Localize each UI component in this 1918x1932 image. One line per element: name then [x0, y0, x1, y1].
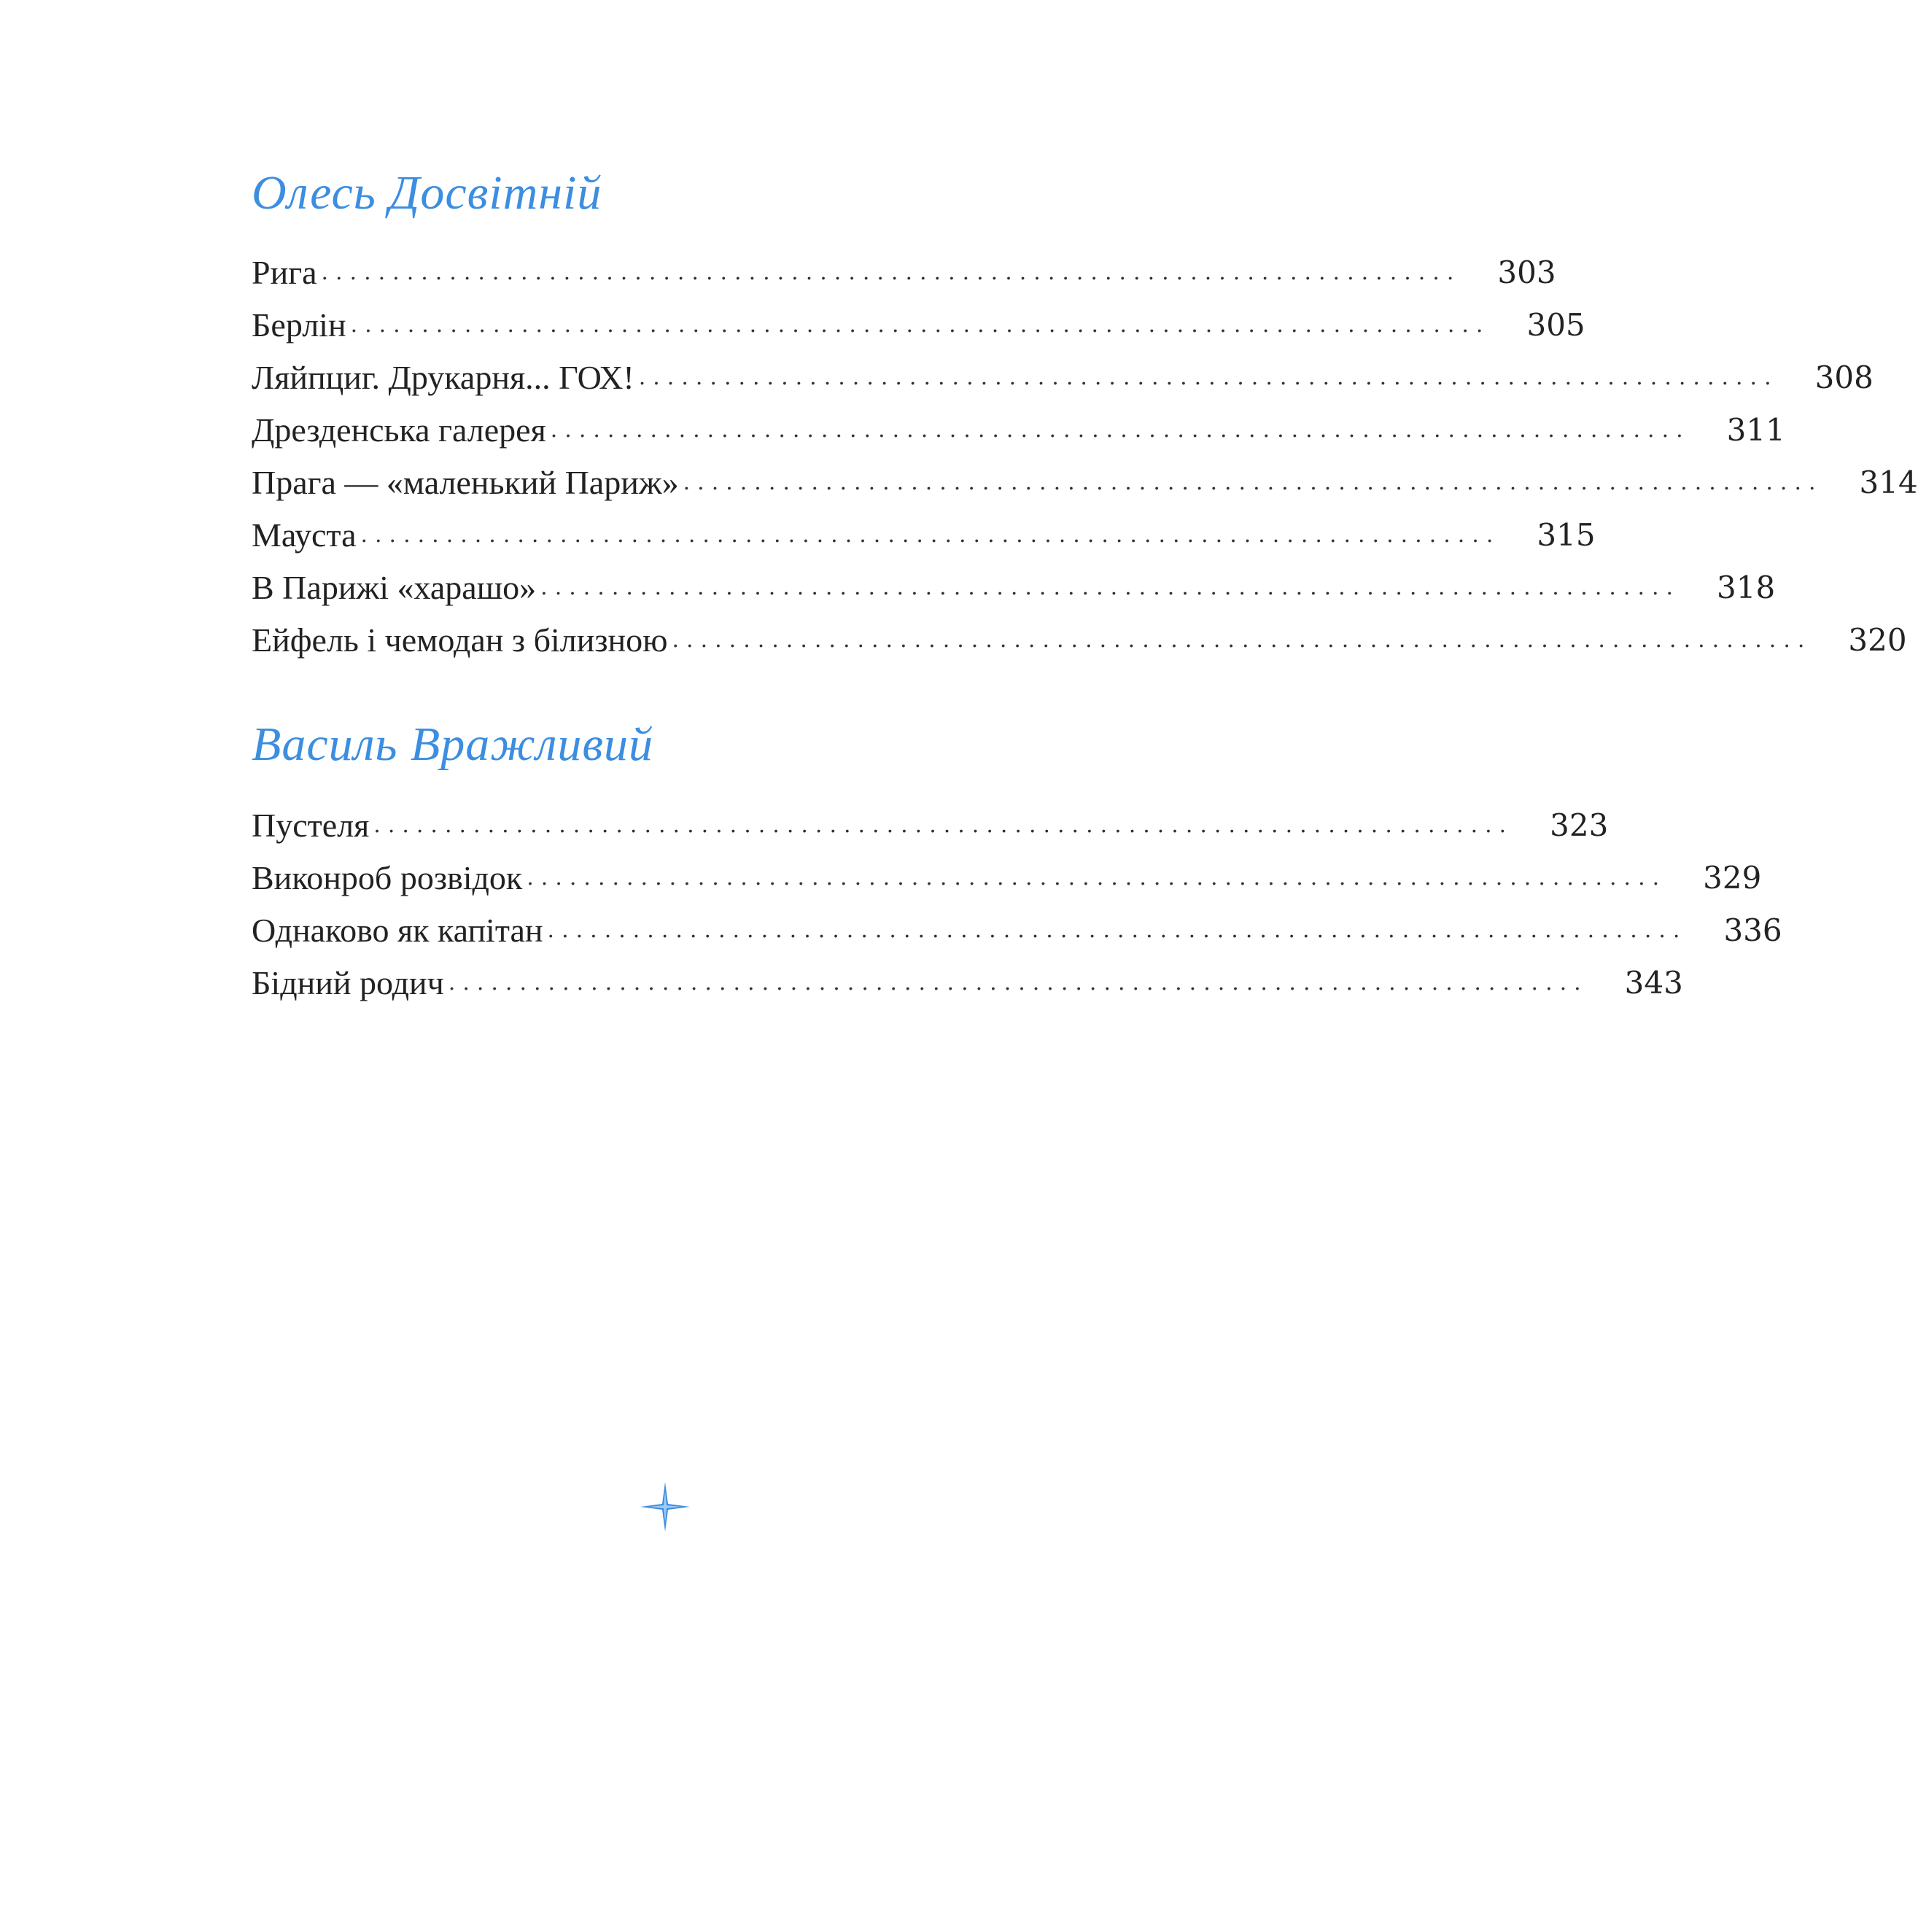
toc-entry-title: Бідний родич — [252, 964, 444, 1001]
toc-entry-title: Ляйпциг. Друкарня... ГОХ! — [252, 359, 634, 396]
toc-entry-title: Виконроб розвідок — [252, 859, 523, 896]
toc-entry-title: Прага — «маленький Париж» — [252, 464, 679, 501]
toc-entry-page: 329 — [1703, 860, 1762, 896]
toc-entry[interactable] — [252, 251, 1556, 295]
toc-entry[interactable] — [252, 566, 1776, 610]
toc-entry-page: 303 — [1497, 255, 1556, 290]
toc-entry-page: 308 — [1814, 360, 1874, 395]
dot-leader: ................................................................................ — [672, 627, 1812, 653]
dot-leader: ................................................................................ — [373, 812, 1514, 838]
dot-leader: ................................................................................ — [638, 365, 1779, 390]
section-author-heading: Олесь Досвітній — [252, 166, 602, 220]
toc-entry[interactable] — [252, 513, 1596, 557]
toc-entry-title: Рига — [252, 254, 317, 291]
toc-entry-title: Берлін — [252, 306, 346, 344]
toc-entry-page: 336 — [1723, 912, 1782, 948]
toc-entry-title: Пустеля — [252, 807, 370, 844]
toc-entry[interactable] — [252, 303, 1585, 347]
dot-leader: ................................................................................ — [350, 312, 1491, 338]
toc-entry-title: Дрезденська галерея — [252, 411, 546, 449]
toc-entry[interactable] — [252, 909, 1782, 953]
toc-entry-page: 315 — [1537, 517, 1596, 553]
toc-entry-title: Мауста — [252, 516, 357, 554]
toc-entry[interactable] — [252, 356, 1874, 400]
toc-entry[interactable] — [252, 961, 1683, 1005]
toc-entry-page: 323 — [1550, 807, 1609, 843]
toc-entry-title: Однаково як капітан — [252, 912, 543, 949]
toc-entry[interactable] — [252, 408, 1785, 452]
toc-entry[interactable] — [252, 461, 1918, 505]
dot-leader: ................................................................................ — [321, 260, 1461, 285]
dot-leader: ................................................................................ — [540, 575, 1681, 600]
toc-entry-title: Ейфель і чемодан з білизною — [252, 621, 668, 659]
toc-entry-page: 311 — [1726, 412, 1785, 448]
dot-leader: ................................................................................ — [683, 470, 1823, 495]
dot-leader: ................................................................................ — [527, 865, 1667, 891]
toc-entry[interactable] — [252, 856, 1762, 900]
toc-entry-page: 343 — [1624, 965, 1683, 1001]
section-author-heading: Василь Вражливий — [252, 718, 654, 771]
toc-entry-page: 320 — [1848, 622, 1907, 658]
dot-leader: ................................................................................ — [547, 917, 1688, 943]
dot-leader: ................................................................................ — [360, 522, 1501, 548]
toc-entry-page: 314 — [1859, 465, 1918, 500]
toc-entry-page: 318 — [1717, 570, 1776, 605]
dot-leader: ................................................................................ — [448, 970, 1588, 996]
toc-entry[interactable] — [252, 618, 1907, 662]
toc-entry-title: В Парижі «харашо» — [252, 569, 537, 606]
toc-entry[interactable] — [252, 804, 1609, 847]
star-ornament-icon — [639, 1481, 691, 1533]
toc-entry-page: 305 — [1526, 307, 1585, 343]
dot-leader: ................................................................................ — [550, 417, 1690, 443]
